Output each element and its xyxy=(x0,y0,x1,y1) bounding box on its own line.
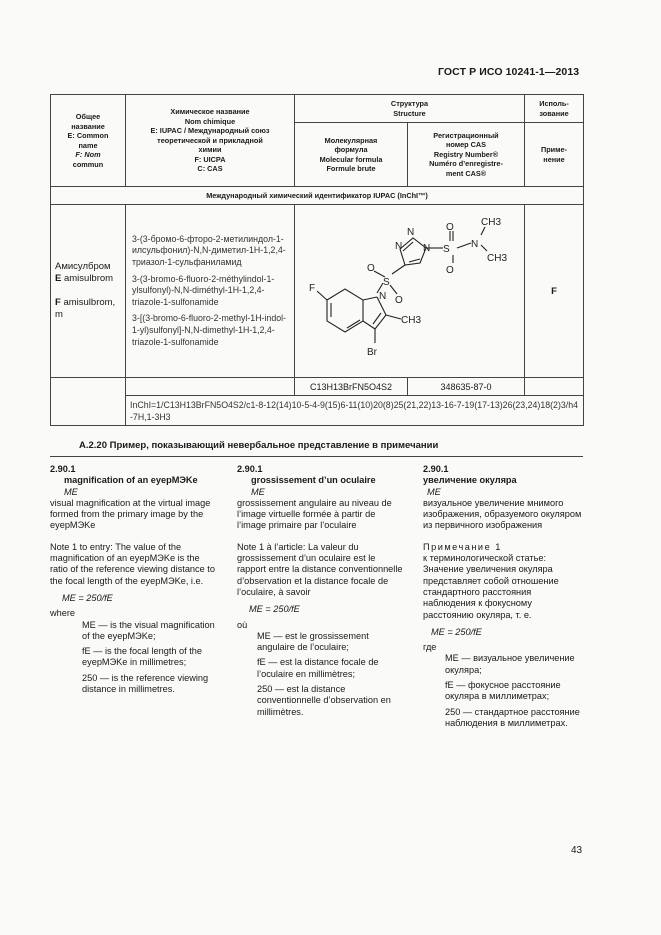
chem-name-en: 3-[(3-bromo-6-fluoro-2-methyl-1H-indol-1-yl)sulfonyl]-N,N-dimethyl-1H-1,2,4-triazole-1-sulfonamide xyxy=(132,313,286,347)
svg-text:O: O xyxy=(395,295,403,306)
usage-header: Исполь- зование xyxy=(525,95,584,123)
svg-text:F: F xyxy=(309,283,316,294)
structure-cell xyxy=(295,205,525,378)
svg-text:CH3: CH3 xyxy=(401,315,422,326)
svg-text:S: S xyxy=(443,244,450,255)
chem-name-fr: 3-(3-bromo-6-fluoro-2-méthylindol-1-ylsulfonyl)-N,N-diméthyl-1H-1,2,4-triazole-1-sulfonamide xyxy=(132,273,275,307)
svg-text:N: N xyxy=(395,241,403,252)
svg-text:N: N xyxy=(471,239,479,250)
svg-text:N: N xyxy=(379,291,387,302)
svg-text:N: N xyxy=(423,243,431,254)
cas-header: Регистрационный номер CAS Registry Number® Numéro d’enregistre- ment CAS® xyxy=(408,123,525,187)
term-ru: увеличение окуляра xyxy=(423,475,517,486)
chemical-name-cell xyxy=(126,205,295,378)
formula-cell: C13H13BrFN5O4S2 xyxy=(295,378,408,396)
column-french: 2.90.1 grossissement d’un oculaire ME grossissement angulaire au niveau de l’image virtuelle formée à partir de l’image primaire par l’oculaire Note 1 à l’article: La valeur du grossissement d’un oculaire est le rapport entre la distance conventionnelle d’observation et la distance focale de l’oculaire, à savoir ME = 250/fE où ME — est le grossissement angulaire de l’oculaire; fE — est la distance focale de l’oculaire en millimètres; 250 — est la distance conventionnelle d’observation en millimètres. xyxy=(237,461,407,718)
common-name-cell: Амисулбром E amisulbrom F amisulbrom, m xyxy=(51,205,126,378)
usage-cell: F xyxy=(525,205,584,378)
molecule-structure xyxy=(295,205,525,377)
page-number: 43 xyxy=(571,845,583,856)
term-fr: grossissement d’un oculaire xyxy=(251,475,376,486)
column-russian: 2.90.1 увеличение окуляра ME визуальное увеличение мнимого изображения, образуемого окуляром из первичного изображения Примечание 1 к терминологической статье: Значение увеличения окуляра представляет собой отношение стандартного расстояния наблюдения к фокусному расстоянию окуляра, т. е. ME = 250/fE где ME — визуальное увеличение окуляра; fE — фокусное расстояние окуляра в миллиметрах; 250 — стандартное расстояние наблюдения в миллиметрах. xyxy=(423,464,582,728)
svg-text:Br: Br xyxy=(367,347,377,358)
section-title: A.2.20 Пример, показывающий невербальное представление в примечании xyxy=(79,440,439,451)
column-english: 2.90.1 magnification of an eyepMЭKe ME visual magnification at the virtual image formed from the primary image by the eyepMЭKe Note 1 to entry: The value of the magnification of an eyepMЭKe is the ratio of the reference viewing distance to the focal length of the eyepMЭKe, i.e. ME = 250/fE where ME — is the visual magnification of the eyepMЭKe; fE — is the focal length of the eyepMЭKe in millimetres; 250 — is the reference viewing distance in millimetres. xyxy=(50,461,220,695)
common-name-header: Общее название E: Common name F: Nom commun xyxy=(51,95,126,187)
svg-text:O: O xyxy=(446,222,454,233)
standard-header: ГОСТ Р ИСО 10241-1—2013 xyxy=(438,66,580,78)
structure-header: Структура Structure xyxy=(295,95,525,123)
svg-text:S: S xyxy=(383,277,390,288)
usage-note-header: Приме- нение xyxy=(525,123,584,187)
svg-text:CH3: CH3 xyxy=(481,217,502,228)
inchi-header: Международный химический идентификатор IUPAC (InChI™) xyxy=(51,187,584,205)
svg-text:O: O xyxy=(446,265,454,276)
cas-cell: 348635-87-0 xyxy=(408,378,525,396)
svg-text:O: O xyxy=(367,263,375,274)
chemical-name-header: Химическое название Nom chimique E: IUPAC / Международный союз теоретической и прикладной химии F: UICPA C: CAS xyxy=(126,95,295,187)
chemical-table xyxy=(50,94,584,426)
term-en: magnification of an eyepMЭKe xyxy=(64,475,198,486)
inchi-cell: InChI=1/C13H13BrFN5O4S2/c1-8-12(14)10-5-4-9(15)6-11(10)20(8)25(21,22)13-16-7-19(17-13)26(23,24)18(2)3/h4-7H,1-3H3 xyxy=(126,396,584,426)
chem-name-ru: 3-(3-бромо-6-фторо-2-метилиндол-1-илсульфонил)-N,N-диметил-1H-1,2,4-триазол-1-сульфаниламид xyxy=(132,233,286,268)
formula-header: Молекулярная формула Molecular formula Formule brute xyxy=(295,123,408,187)
svg-text:CH3: CH3 xyxy=(487,253,508,264)
svg-text:N: N xyxy=(407,227,415,238)
